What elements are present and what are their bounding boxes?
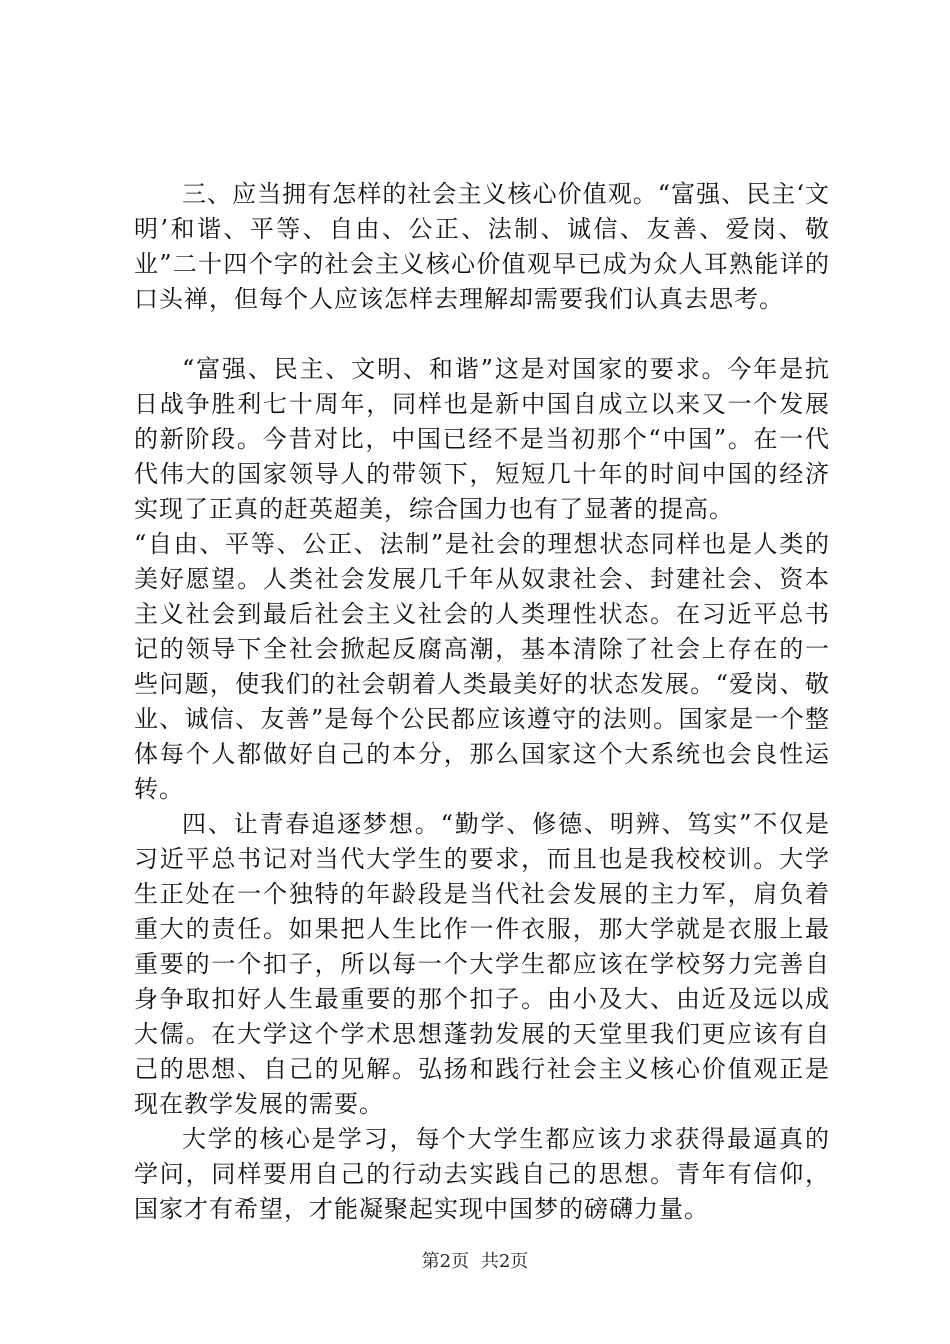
paragraph-social-values: “自由、平等、公正、法制”是社会的理想状态同样也是人类的美好愿望。人类社会发展几千年从奴隶社会、封建社会、资本主义社会到最后社会主义社会的人类理性状态。在习近平总书记的领导下全社会掀起反腐高潮，基本清除了社会上存在的一些问题，使我们的社会朝着人类最美好的状态发展。“爱岗、敬业、诚信、友善”是每个公民都应该遵守的法则。国家是一个整体每个人都做好自己的本分，那么国家这个大系统也会良性运转。 (134, 530, 830, 803)
paragraph-university-core: 大学的核心是学习，每个大学生都应该力求获得最逼真的学问，同样要用自己的行动去实践自己的思想。青年有信仰，国家才有希望，才能凝聚起实现中国梦的磅礴力量。 (134, 1125, 830, 1223)
paragraph-youth-dreams: 四、让青春追逐梦想。“勤学、修德、明辨、笃实”不仅是习近平总书记对当代大学生的要求，而且也是我校校训。大学生正处在一个独特的年龄段是当代社会发展的主力军，肩负着重大的责任。如果把人生比作一件衣服，那大学就是衣服上最重要的一个扣子，所以每一个大学生都应该在学校努力完善自身争取扣好人生最重要的那个扣子。由小及大、由近及远以成大儒。在大学这个学术思想蓬勃发展的天堂里我们更应该有自己的思想、自己的见解。弘扬和践行社会主义核心价值观正是现在教学发展的需要。 (134, 810, 830, 1118)
page-total: 共2页 (480, 1251, 529, 1272)
page-number: 第2页 (421, 1251, 470, 1272)
paragraph-core-values-intro: 三、应当拥有怎样的社会主义核心价值观。“富强、民主‘文明’和谐、平等、自由、公正、法制、诚信、友善、爱岗、敬业”二十四个字的社会主义核心价值观早已成为众人耳熟能详的口头禅，但每个人应该怎样去理解却需要我们认真去思考。 (134, 180, 830, 313)
document-body (134, 177, 830, 1227)
page-footer (0, 1250, 950, 1274)
paragraph-national-values: “富强、民主、文明、和谐”这是对国家的要求。今年是抗日战争胜利七十周年，同样也是新中国自成立以来又一个发展的新阶段。今昔对比，中国已经不是当初那个“中国”。在一代代伟大的国家领导人的带领下，短短几十年的时间中国的经济实现了正真的赶英超美，综合国力也有了显著的提高。 (134, 355, 830, 523)
